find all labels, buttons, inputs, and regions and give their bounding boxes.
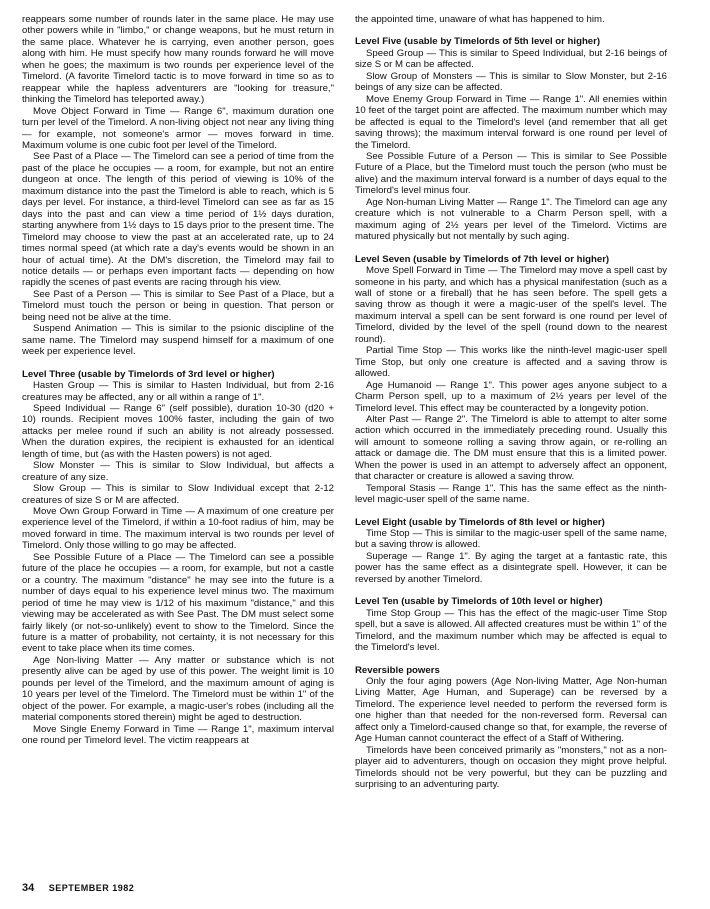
paragraph: Temporal Stasis — Range 1". This has the same effect as the ninth-level magic-user spell of the same name. xyxy=(355,482,667,506)
paragraph: Speed Individual — Range 6" (self possible), duration 10-30 (d20 + 10) rounds. Recipient moves 100% faster, including the gain of two attacks per melee round if such an ability is not already possessed. When the duration expires, the recipient is exhausted for an identical length of time, but (as with the Hasten powers) is not aged. xyxy=(22,402,334,460)
paragraph: Partial Time Stop — This works like the ninth-level magic-user spell Time Stop, but only one creature is affected and a saving throw is allowed. xyxy=(355,345,667,380)
paragraph: Slow Group — This is similar to Slow Individual except that 2-12 creatures of size S or M are affected. xyxy=(22,483,334,506)
page-footer xyxy=(22,878,134,896)
issue-date: SEPTEMBER 1982 xyxy=(48,883,135,893)
section-heading-level-eight: Level Eight (usable by Timelords of 8th level or higher) xyxy=(355,516,605,528)
paragraph: Suspend Animation — This is similar to the psionic discipline of the same name. The Timelord may suspend himself for a maximum of one week per experience level. xyxy=(22,323,334,358)
paragraph: See Past of a Person — This is similar to See Past of a Place, but a Timelord must touch the person or being in question. That person or being need not be alive at the time. xyxy=(22,288,334,323)
paragraph: Move Own Group Forward in Time — A maximum of one creature per experience level of the Timelord, if within a 10-foot radius of him, may be moved forward in time. The maximum interval is two rounds per level of Timelord. Only those willing to go may be affected. xyxy=(22,506,334,552)
paragraph: Move Object Forward in Time — Range 6", maximum duration one turn per level of the Timelord. A non-living object not near any living thing — for example, not someone's armor — moves forward in time. Maximum volume is one cubic foot per level of the Timelord. xyxy=(22,105,334,151)
paragraph: Slow Monster — This is similar to Slow Individual, but affects a creature of any size. xyxy=(22,460,334,483)
section-heading-level-ten: Level Ten (usable by Timelords of 10th level or higher) xyxy=(355,596,603,608)
left-column xyxy=(22,14,334,747)
paragraph: Move Enemy Group Forward in Time — Range 1". All enemies within 10 feet of the target point are affected. The maximum number which may be affected is equal to the Timelord's level (and remember that all get saving throws); the maximum interval forward is one round per level of the Timelord. xyxy=(355,93,667,151)
paragraph: Time Stop Group — This has the effect of the magic-user Time Stop spell, but a save is allowed. All affected creatures must be within 1" of the Timelord, and the maximum number which may be affected is equal to the Timelord's level. xyxy=(355,607,667,654)
section-heading-level-seven: Level Seven (usable by Timelords of 7th level or higher) xyxy=(355,253,610,265)
paragraph: reappears some number of rounds later in the same place. He may use other powers while in "limbo," or change weapons, but he must return in the same place. Whatever he is carrying, even another person, goes along with him. He must specify how many rounds forward he will move when he goes; the maximum is two rounds per experience level of the Timelord. (A favorite Timelord tactic is to move forward in time so as to reappear while the hapless adventurers are "looking for treasure," thinking the Timelord has teleported away.) xyxy=(22,14,334,106)
paragraph: Superage — Range 1". By aging the target at a fantastic rate, this power has the same effect as a disintegrate spell. However, it can be reversed by another Timelord. xyxy=(355,550,667,585)
paragraph: the appointed time, unaware of what has happened to him. xyxy=(355,14,605,25)
paragraph: Move Single Enemy Forward in Time — Range 1", maximum interval one round per Timelord level. The victim reappears at xyxy=(22,723,334,747)
section-heading-level-three: Level Three (usable by Timelords of 3rd level or higher) xyxy=(22,368,275,380)
paragraph: Timelords have been conceived primarily as "monsters," not as a non-player aid to adventurers, though on occasion they might prove helpful. Timelords should not be very powerful, but they can be puzzling and surprising to an adventuring party. xyxy=(355,744,667,791)
right-column xyxy=(355,14,667,791)
paragraph: See Possible Future of a Person — This is similar to See Possible Future of a Place, but the Timelord must touch the person (who must be alive) and the maximum interval forward is a number of days equal to the Timelord's level minus four. xyxy=(355,150,667,197)
paragraph: Speed Group — This is similar to Speed Individual, but 2-16 beings of size S or M can be affected. xyxy=(355,47,667,71)
paragraph: See Past of a Place — The Timelord can see a period of time from the past of the place he occupies — a room, for example, but not an entire dungeon at once. The length of this period of viewing is 10% of the maximum distance into the past the Timelord is able to reach, which is 5 days per level. For instance, a third-level Timelord can see as far as 15 days into the past and can view a time period of 1½ days duration, starting anywhere from 1½ days to 15 days prior to the present time. The Timelord may choose to view the past at an accelerated rate, up to 24 times normal speed (at which rate a day's events would be shown in an hour of actual time). At the DM's discretion, the Timelord may fail to notice details — or perhaps even important facts — depending on how rapidly the scenes of past events are racing through his view. xyxy=(22,151,334,289)
paragraph: Slow Group of Monsters — This is similar to Slow Monster, but 2-16 beings of any size can be affected. xyxy=(355,70,667,94)
paragraph: Time Stop — This is similar to the magic-user spell of the same name, but a saving throw is allowed. xyxy=(355,528,667,551)
page-number: 34 xyxy=(22,882,35,894)
paragraph: Only the four aging powers (Age Non-living Matter, Age Non-human Living Matter, Age Human, and Superage) can be reversed by a Timelord. The experience level needed to perform the reversed form is one higher than that needed for the non-reversed form. Reversal can affect only a Timelord-caused change so that, for example, the reverse of Age Human cannot counteract the effect of a Staff of Withering. xyxy=(355,676,667,745)
paragraph: See Possible Future of a Place — The Timelord can see a possible future of the place he occupies — a room, for example, but not a castle or a country. The maximum "distance" he may see into the future is a number of days equal to his experience level minus two. The maximum period of time he may view is 1/12 of his maximum "distance," and this viewing may be accelerated as with See Past. The DM must select some fairly likely (or not-so-unlikely) event to show to the Timelord. Since the future is a matter of probability, not certainty, it is not necessary for this event to take place when its time comes. xyxy=(22,551,334,655)
paragraph: Alter Past — Range 2". The Timelord is able to attempt to alter some action which occurred in the immediately preceding round. Usually this will amount to someone rolling a saving throw again, or re-rolling an attack or damage die. The DM must ensure that this is a limited power. When the power is used in an attempt to adversely affect an opponent, that character or creature is allowed a saving throw. xyxy=(355,413,667,483)
paragraph: Hasten Group — This is similar to Hasten Individual, but from 2-16 creatures may be affected, any or all within a range of 1". xyxy=(22,380,334,403)
section-heading-level-five: Level Five (usable by Timelords of 5th level or higher) xyxy=(355,36,601,48)
paragraph: Move Spell Forward in Time — The Timelord may move a spell cast by someone in his party, and which has a physical manifestation (such as a wall of stone or a fireball) that he has seen before. The spell gets a saving throw as though it were a magic-user of the spell's level. The maximum interval a spell can be sent forward is one round per level of Timelord, divided by the level of the spell (round down to the nearest round). xyxy=(355,265,667,345)
section-heading-reversible-powers: Reversible powers xyxy=(355,664,440,676)
paragraph: Age Non-human Living Matter — Range 1". The Timelord can age any creature which is not vulnerable to a Charm Person spell, with a maximum aging of 2½ years per level of the Timelord. Victims are matured physically but not mentally by such aging. xyxy=(355,196,667,243)
paragraph: Age Humanoid — Range 1". This power ages anyone subject to a Charm Person spell, up to a maximum of 2½ years per level of the Timelord level. This effect may be counteracted by a longevity potion. xyxy=(355,379,667,414)
paragraph: Age Non-living Matter — Any matter or substance which is not presently alive can be aged by use of this power. The weight limit is 10 pounds per level of the Timelord, and the maximum amount of aging is 10 years per level of the Timelord. The Timelord must be within 1" of the object of the power. For example, a magic-user's robes (including all the material components stored therein) might be aged to destruction. xyxy=(22,654,334,724)
